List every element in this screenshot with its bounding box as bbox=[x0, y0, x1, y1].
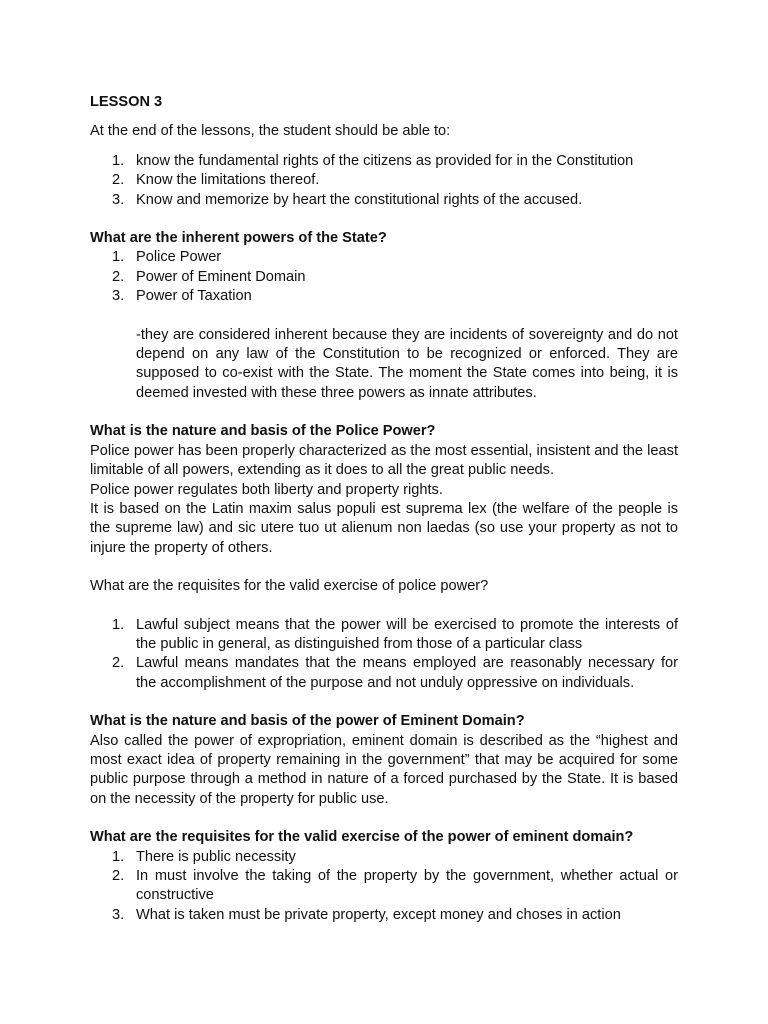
list-item: 2. In must involve the taking of the property by the government, whether actual or constructive bbox=[112, 868, 678, 904]
document-page bbox=[90, 93, 678, 925]
list-item: 3. Know and memorize by heart the constitutional rights of the accused. bbox=[112, 191, 583, 208]
question-text: What are the requisites for the valid exercise of police power? bbox=[90, 578, 489, 595]
list-item: 3. Power of Taxation bbox=[112, 288, 252, 305]
list-item: 2. Lawful means mandates that the means employed are reasonably necessary for the accomplishment of the purpose and not unduly oppressive on individuals. bbox=[112, 655, 678, 691]
section-heading: What are the requisites for the valid exercise of the power of eminent domain? bbox=[90, 829, 634, 846]
inherent-powers-note: -they are considered inherent because they are incidents of sovereignty and do not depend on any law of the Constitution to be recognized or enforced. They are supposed to co-exist with the State. The moment the State comes into being, it is deemed invested with these three powers as innate attributes. bbox=[136, 326, 678, 401]
list-item: 3. What is taken must be private property, except money and choses in action bbox=[112, 906, 621, 923]
list-item: 2. Power of Eminent Domain bbox=[112, 268, 306, 285]
list-item: 1. know the fundamental rights of the citizens as provided for in the Constitution bbox=[112, 152, 634, 169]
inherent-powers-list bbox=[90, 248, 678, 306]
list-item: 1. Lawful subject means that the power will be exercised to promote the interests of the public in general, as distinguished from those of a particular class bbox=[112, 616, 678, 652]
list-item: 2. Know the limitations thereof. bbox=[112, 172, 320, 189]
intro-text: At the end of the lessons, the student should be able to: bbox=[90, 123, 451, 140]
section-heading: What is the nature and basis of the power of Eminent Domain? bbox=[90, 713, 525, 730]
paragraph: Police power has been properly characterized as the most essential, insistent and the least limitable of all powers, extending as it does to all the great public needs. bbox=[90, 442, 678, 479]
lesson-title: LESSON 3 bbox=[90, 94, 163, 110]
objectives-list bbox=[90, 152, 678, 210]
paragraph: Police power regulates both liberty and property rights. bbox=[90, 481, 443, 498]
list-item: 1. Police Power bbox=[112, 249, 222, 266]
paragraph: Also called the power of expropriation, eminent domain is described as the “highest and most exact idea of property remaining in the government” that may be acquired for some public purpose through a method in nature of a forced purchased by the State. It is based on the necessity of the property for public use. bbox=[90, 732, 678, 807]
eminent-requisites-list bbox=[90, 848, 678, 926]
list-item: 1. There is public necessity bbox=[112, 848, 296, 865]
section-heading: What is the nature and basis of the Police Power? bbox=[90, 423, 436, 440]
section-heading: What are the inherent powers of the State? bbox=[90, 230, 387, 247]
police-requisites-list bbox=[90, 616, 678, 694]
paragraph: It is based on the Latin maxim salus populi est suprema lex (the welfare of the people is the supreme law) and sic utere tuo ut alienum non laedas (so use your property as not to injure the property of others. bbox=[90, 500, 678, 556]
